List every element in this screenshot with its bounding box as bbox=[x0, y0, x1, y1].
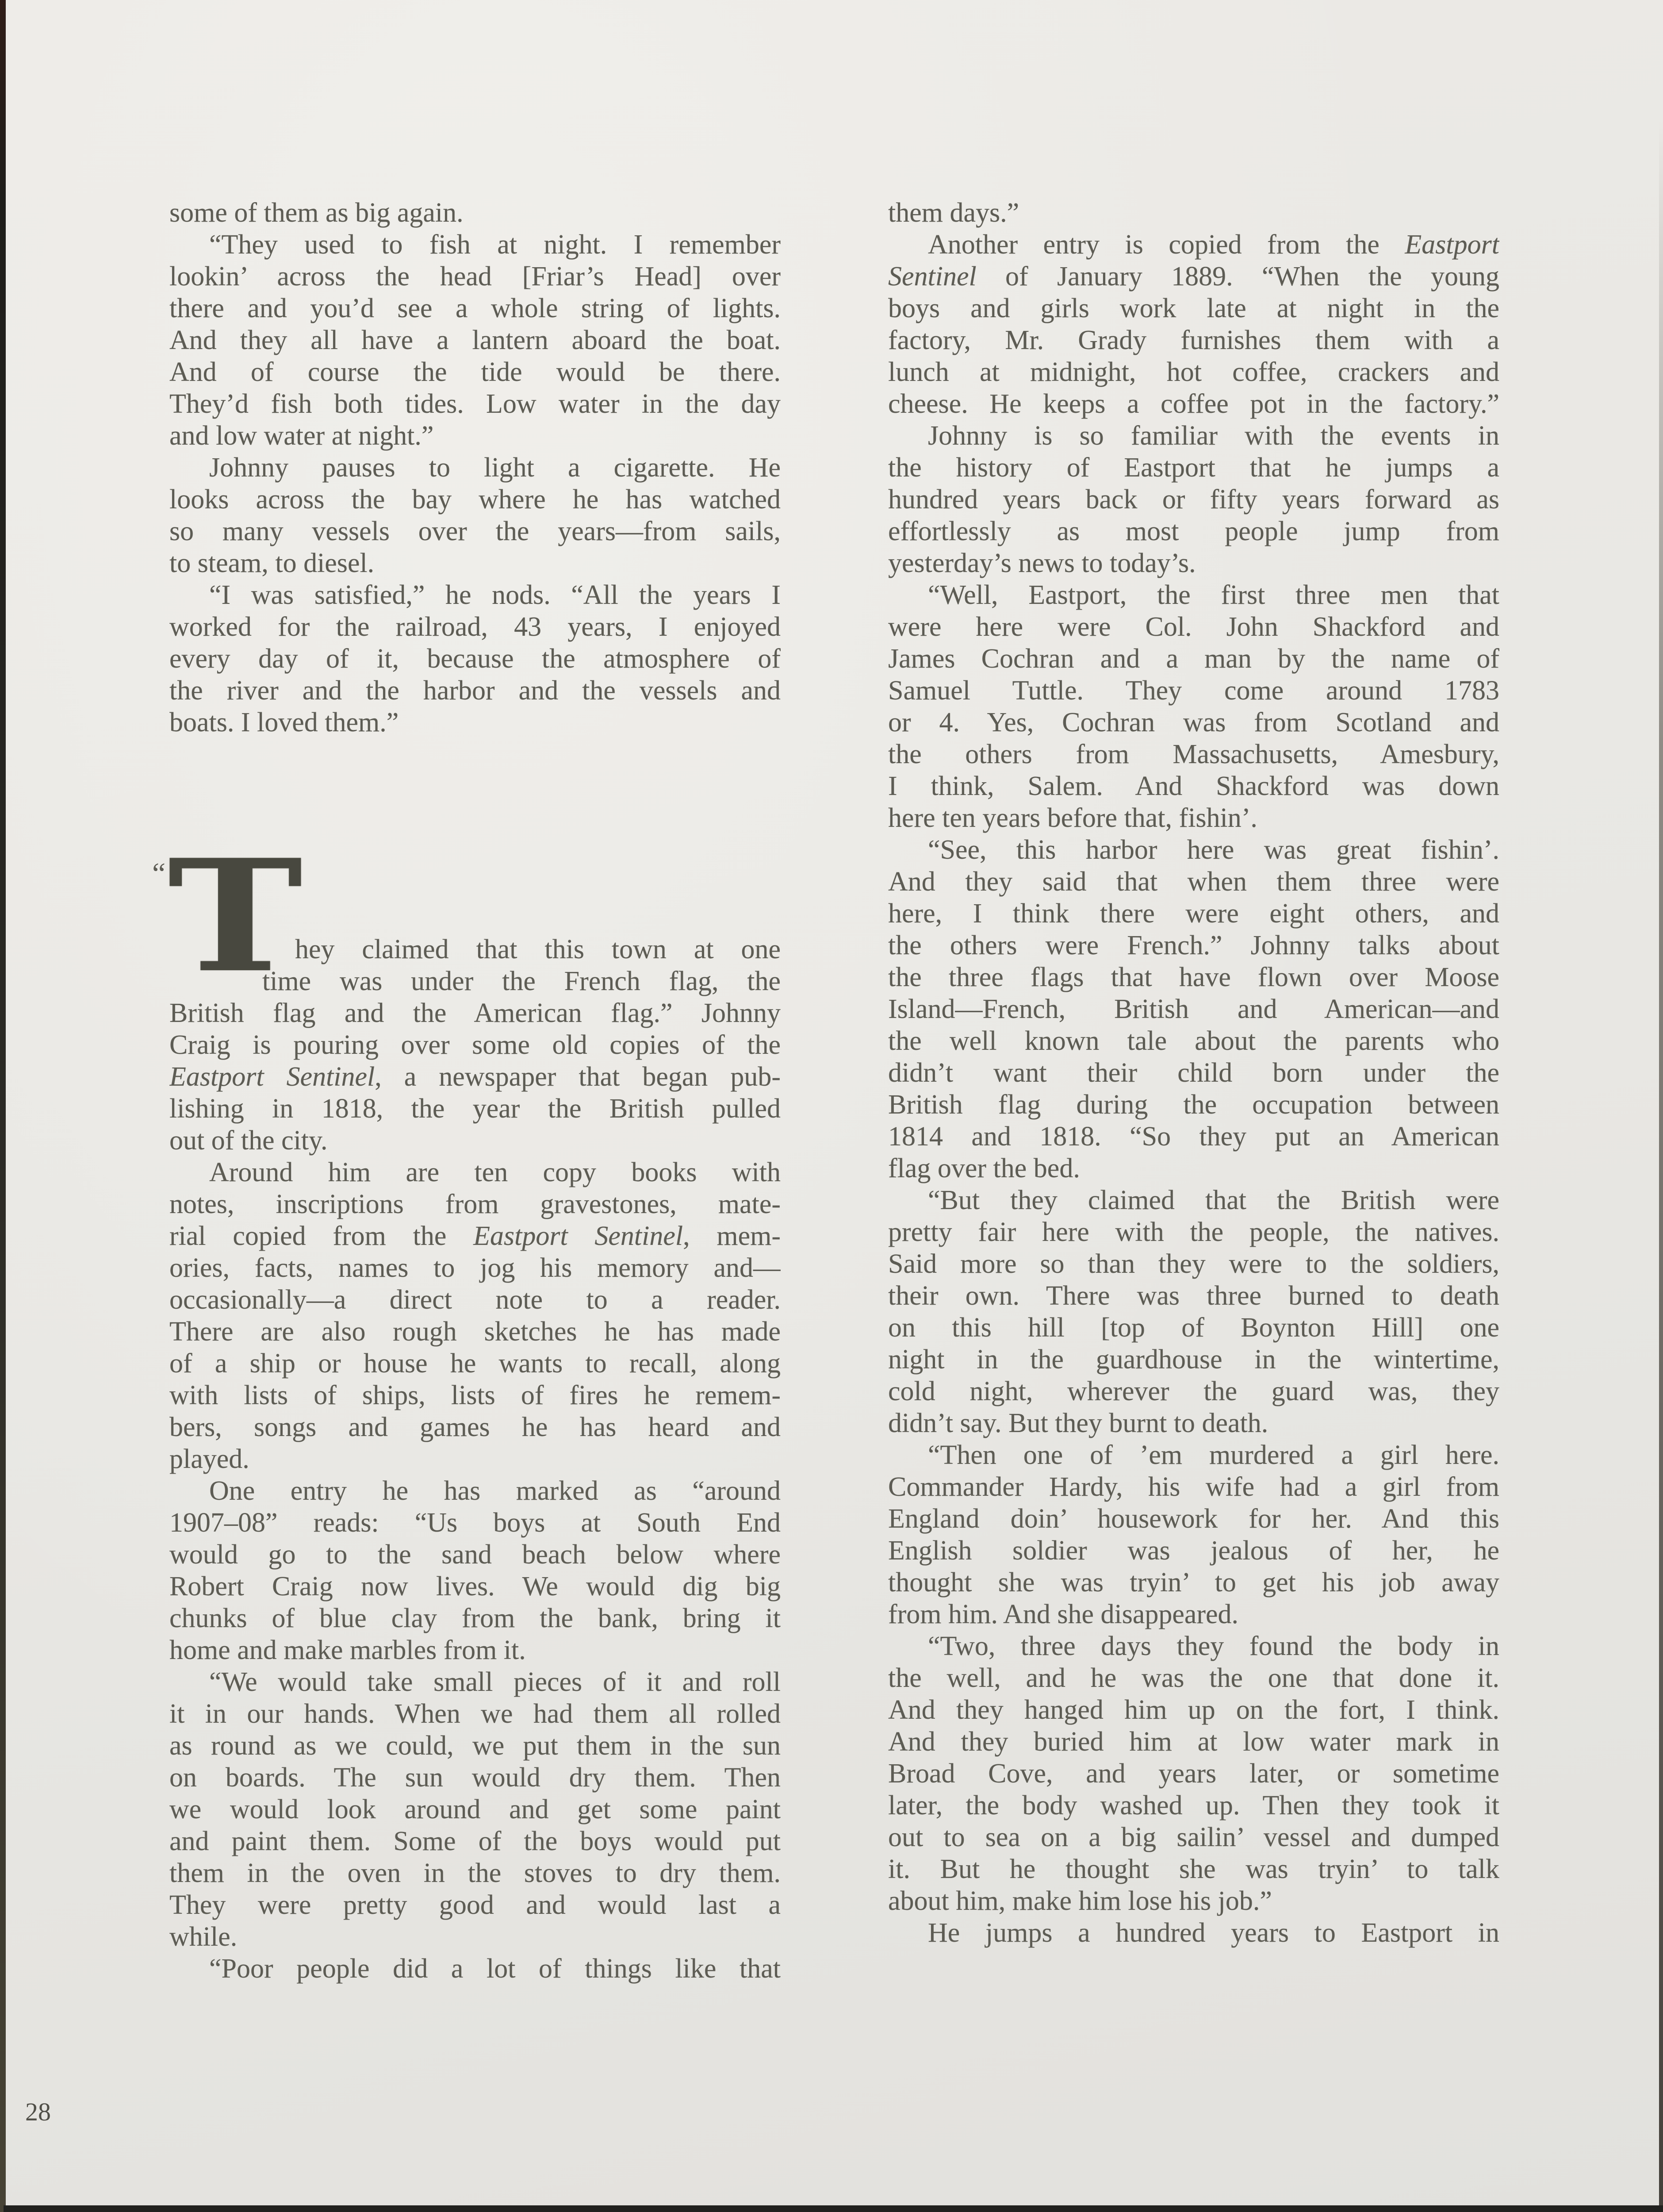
text-line: there and you’d see a whole string of lights. bbox=[169, 293, 781, 323]
scan-edge-left bbox=[0, 0, 6, 2212]
paragraph bbox=[169, 1156, 781, 1475]
scan-edge-right bbox=[1659, 119, 1663, 2205]
text-line: their own. There was three burned to death bbox=[888, 1281, 1499, 1311]
text-line: rial copied from the Eastport Sentinel, mem- bbox=[169, 1221, 781, 1251]
text-line: it in our hands. When we had them all rolled bbox=[169, 1699, 781, 1729]
text-line: boys and girls work late at night in the bbox=[888, 293, 1499, 323]
text-line: later, the body washed up. Then they took it bbox=[888, 1790, 1499, 1820]
text-line: them days.” bbox=[888, 198, 1019, 228]
text-line: cold night, wherever the guard was, they bbox=[888, 1376, 1499, 1406]
text-line: “Poor people did a lot of things like that bbox=[209, 1954, 781, 1984]
drop-cap-quote: “ bbox=[152, 856, 166, 890]
text-line: home and make marbles from it. bbox=[169, 1635, 526, 1665]
text-line: lookin’ across the head [Friar’s Head] over bbox=[169, 261, 781, 292]
text-line: it. But he thought she was tryin’ to talk bbox=[888, 1854, 1499, 1884]
text-line: while. bbox=[169, 1922, 238, 1952]
text-line: cheese. He keeps a coffee pot in the factory.” bbox=[888, 389, 1499, 419]
text-line: James Cochran and a man by the name of bbox=[888, 644, 1499, 674]
text-line: chunks of blue clay from the bank, bring it bbox=[169, 1603, 781, 1633]
text-line: “Two, three days they found the body in bbox=[928, 1631, 1499, 1661]
text-line: Robert Craig now lives. We would dig big bbox=[169, 1571, 781, 1601]
text-line: “They used to fish at night. I remember bbox=[209, 230, 781, 260]
text-line: “See, this harbor here was great fishin’. bbox=[928, 835, 1499, 865]
text-line: English soldier was jealous of her, he bbox=[888, 1536, 1499, 1566]
text-line: out of the city. bbox=[169, 1125, 328, 1156]
text-line: to steam, to diesel. bbox=[169, 548, 375, 578]
text-line: and paint them. Some of the boys would put bbox=[169, 1826, 781, 1856]
text-line: here ten years before that, fishin’. bbox=[888, 803, 1257, 833]
text-line: here, I think there were eight others, and bbox=[888, 899, 1499, 929]
text-line: looks across the bay where he has watched bbox=[169, 484, 781, 515]
text-line: boats. I loved them.” bbox=[169, 707, 399, 737]
text-line: so many vessels over the years—from sails, bbox=[169, 516, 781, 546]
text-line: lunch at midnight, hot coffee, crackers and bbox=[888, 357, 1499, 387]
paragraph bbox=[888, 1439, 1499, 1630]
paragraph bbox=[888, 1184, 1499, 1439]
text-line: time was under the French flag, the bbox=[262, 966, 781, 996]
paragraph bbox=[169, 452, 781, 579]
text-line: or 4. Yes, Cochran was from Scotland and bbox=[888, 707, 1499, 737]
paragraph bbox=[888, 834, 1499, 1184]
paragraph bbox=[169, 1953, 781, 1985]
text-line: played. bbox=[169, 1444, 249, 1474]
right-column bbox=[888, 197, 1499, 1949]
text-line: “I was satisfied,” he nods. “All the years I bbox=[209, 580, 781, 610]
paragraph bbox=[169, 229, 781, 452]
text-line: “Then one of ’em murdered a girl here. bbox=[928, 1440, 1499, 1470]
text-line: from him. And she disappeared. bbox=[888, 1599, 1239, 1629]
text-line: the river and the harbor and the vessels and bbox=[169, 676, 781, 706]
text-line: would go to the sand beach below where bbox=[169, 1540, 781, 1570]
text-line: as round as we could, we put them in the sun bbox=[169, 1731, 781, 1761]
text-line: occasionally—a direct note to a reader. bbox=[169, 1285, 781, 1315]
paragraph bbox=[888, 1917, 1499, 1949]
text-line: the history of Eastport that he jumps a bbox=[888, 453, 1499, 483]
text-line: They’d fish both tides. Low water in the day bbox=[169, 389, 781, 419]
text-line: the well known tale about the parents who bbox=[888, 1026, 1499, 1056]
text-line: on this hill [top of Boynton Hill] one bbox=[888, 1313, 1499, 1343]
text-line: lishing in 1818, the year the British pulled bbox=[169, 1094, 781, 1124]
text-line: factory, Mr. Grady furnishes them with a bbox=[888, 325, 1499, 355]
scan-edge-bottom bbox=[4, 2205, 1663, 2212]
paragraph bbox=[169, 1666, 781, 1953]
text-line: British flag during the occupation between bbox=[888, 1090, 1499, 1120]
text-line: every day of it, because the atmosphere of bbox=[169, 644, 781, 674]
text-line: bers, songs and games he has heard and bbox=[169, 1412, 781, 1442]
text-line: about him, make him lose his job.” bbox=[888, 1886, 1272, 1916]
text-line: worked for the railroad, 43 years, I enjoyed bbox=[169, 612, 781, 642]
text-line: effortlessly as most people jump from bbox=[888, 516, 1499, 546]
text-line: on boards. The sun would dry them. Then bbox=[169, 1763, 781, 1793]
text-line: “Well, Eastport, the first three men that bbox=[928, 580, 1499, 610]
text-line: and low water at night.” bbox=[169, 421, 434, 451]
paragraph bbox=[169, 579, 781, 738]
paragraph bbox=[169, 1475, 781, 1666]
text-line: Commander Hardy, his wife had a girl from bbox=[888, 1472, 1499, 1502]
text-line: There are also rough sketches he has made bbox=[169, 1317, 781, 1347]
text-line: Johnny pauses to light a cigarette. He bbox=[209, 453, 781, 483]
text-line: 1814 and 1818. “So they put an American bbox=[888, 1121, 1499, 1152]
text-line: Johnny is so familiar with the events in bbox=[928, 421, 1499, 451]
text-line: with lists of ships, lists of fires he remem- bbox=[169, 1380, 781, 1410]
text-line: out to sea on a big sailin’ vessel and dumped bbox=[888, 1822, 1499, 1852]
text-line: And they buried him at low water mark in bbox=[888, 1727, 1499, 1757]
text-line: some of them as big again. bbox=[169, 198, 464, 228]
text-line: the three flags that have flown over Moose bbox=[888, 962, 1499, 992]
drop-cap-letter: T bbox=[168, 826, 303, 1007]
text-line: And they hanged him up on the fort, I think. bbox=[888, 1695, 1499, 1725]
text-line: didn’t want their child born under the bbox=[888, 1058, 1499, 1088]
text-line: One entry he has marked as “around bbox=[209, 1476, 781, 1506]
text-line: Around him are ten copy books with bbox=[209, 1157, 781, 1187]
text-line: Said more so than they were to the soldiers, bbox=[888, 1249, 1499, 1279]
paragraph bbox=[888, 229, 1499, 420]
text-line: Samuel Tuttle. They come around 1783 bbox=[888, 676, 1499, 706]
text-line: Sentinel of January 1889. “When the young bbox=[888, 261, 1499, 292]
text-line: flag over the bed. bbox=[888, 1153, 1080, 1183]
text-line: I think, Salem. And Shackford was down bbox=[888, 771, 1499, 801]
text-line: hundred years back or fifty years forward as bbox=[888, 484, 1499, 515]
text-line: didn’t say. But they burnt to death. bbox=[888, 1408, 1268, 1438]
paragraph bbox=[888, 197, 1499, 229]
text-line: thought she was tryin’ to get his job away bbox=[888, 1567, 1499, 1598]
paragraph bbox=[169, 197, 781, 229]
text-line: He jumps a hundred years to Eastport in bbox=[928, 1918, 1499, 1948]
left-column bbox=[169, 197, 781, 1985]
text-line: yesterday’s news to today’s. bbox=[888, 548, 1196, 578]
text-line: were here were Col. John Shackford and bbox=[888, 612, 1499, 642]
text-line: England doin’ housework for her. And this bbox=[888, 1504, 1499, 1534]
text-line: Craig is pouring over some old copies of the bbox=[169, 1030, 781, 1060]
text-line: notes, inscriptions from gravestones, mate- bbox=[169, 1189, 781, 1219]
text-line: They were pretty good and would last a bbox=[169, 1890, 781, 1920]
paragraph bbox=[888, 1630, 1499, 1917]
paragraph bbox=[888, 420, 1499, 579]
text-line: “But they claimed that the British were bbox=[928, 1185, 1499, 1215]
text-line: of a ship or house he wants to recall, along bbox=[169, 1348, 781, 1379]
text-line: “We would take small pieces of it and roll bbox=[209, 1667, 781, 1697]
text-line: British flag and the American flag.” Johnny bbox=[169, 998, 781, 1028]
text-line: pretty fair here with the people, the natives. bbox=[888, 1217, 1499, 1247]
text-line: ories, facts, names to jog his memory and— bbox=[169, 1253, 781, 1283]
text-line: And of course the tide would be there. bbox=[169, 357, 781, 387]
text-line: the others were French.” Johnny talks about bbox=[888, 930, 1499, 960]
paragraph bbox=[888, 579, 1499, 834]
text-line: And they said that when them three were bbox=[888, 867, 1499, 897]
text-line: night in the guardhouse in the wintertime, bbox=[888, 1344, 1499, 1375]
text-line: hey claimed that this town at one bbox=[295, 934, 781, 964]
text-line: Another entry is copied from the Eastport bbox=[928, 230, 1499, 260]
page-number: 28 bbox=[25, 2097, 51, 2126]
text-line: Eastport Sentinel, a newspaper that began pub- bbox=[169, 1062, 781, 1092]
text-line: Island—French, British and American—and bbox=[888, 994, 1499, 1024]
text-line: them in the oven in the stoves to dry them. bbox=[169, 1858, 781, 1888]
text-line: we would look around and get some paint bbox=[169, 1794, 781, 1824]
text-line: the others from Massachusetts, Amesbury, bbox=[888, 739, 1499, 769]
text-line: 1907–08” reads: “Us boys at South End bbox=[169, 1508, 781, 1538]
text-line: Broad Cove, and years later, or sometime bbox=[888, 1759, 1499, 1789]
text-line: And they all have a lantern aboard the boat. bbox=[169, 325, 781, 355]
text-line: the well, and he was the one that done it. bbox=[888, 1663, 1499, 1693]
